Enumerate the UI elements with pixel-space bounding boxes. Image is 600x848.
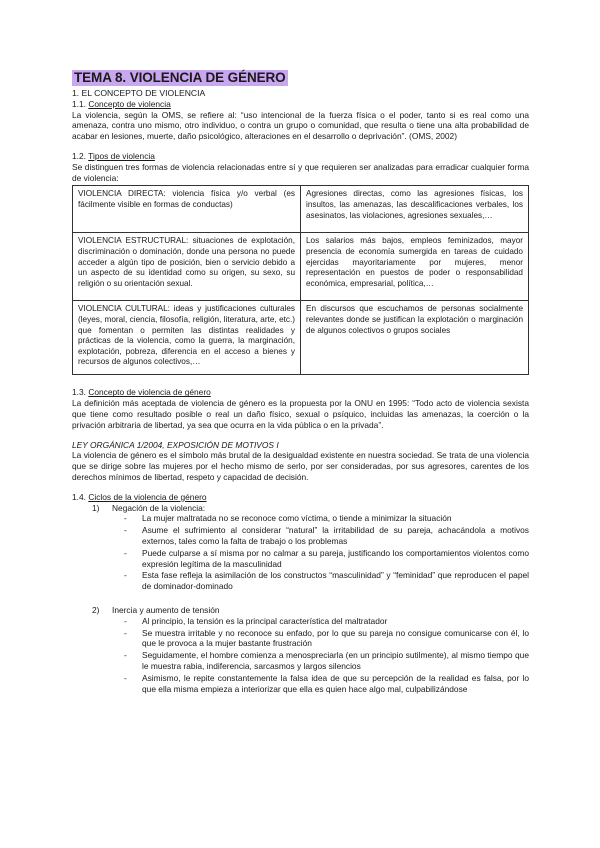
section-1-heading: 1. EL CONCEPTO DE VIOLENCIA [72, 88, 206, 98]
table-cell-type: VIOLENCIA DIRECTA: violencia física y/o verbal (es fácilmente visible en formas de conductas) [73, 186, 301, 233]
cycle-title: Negación de la violencia: [112, 502, 206, 513]
section-1-4-title: Ciclos de la violencia de género [88, 491, 207, 502]
section-1-3-heading [72, 387, 529, 398]
cycle-1 [72, 503, 529, 514]
table-cell-examples: En discursos que escuchamos de personas socialmente relevantes donde se justifican la explotación o marginación de algunos colectivos o grupos sociales [301, 301, 529, 375]
section-1-2-heading [72, 151, 529, 162]
cycle-2 [72, 605, 529, 616]
section-1-4-number: 1.4. [72, 491, 86, 502]
section-1-1-number: 1.1. [72, 98, 86, 109]
violence-definition-paragraph: La violencia, según la OMS, se refiere al: “uso intencional de la fuerza física o el poder, tanto si es real como una amenaza, contra uno mismo, otro individuo, o contra un grupo o comunidad, que resulta o tiene una alta probabilidad de acabar en lesiones, muerte, daño psicológico, alteraciones en el desarrollo o deprivación”. (OMS, 2002) [72, 109, 529, 142]
section-1-3-title: Concepto de violencia de género [88, 387, 211, 398]
cycle-number: 1) [92, 502, 100, 513]
table-row [73, 186, 529, 233]
law-paragraph: La violencia de género es el símbolo más brutal de la desigualdad existente en nuestra sociedad. Se trata de una violencia que se dirige sobre las mujeres por el hecho mismo de serlo, por ser consideradas, por sus agresores, carentes de los derechos mínimos de libertad, respeto y capacidad de decisión. [72, 450, 529, 482]
table-cell-examples: Agresiones directas, como las agresiones físicas, los insultos, las amenazas, las descalificaciones verbales, los asesinatos, las violaciones, agresiones sexuales,… [301, 186, 529, 233]
table-cell-type: VIOLENCIA ESTRUCTURAL: situaciones de explotación, discriminación o dominación, donde una persona no puede acceder a algún tipo de posición, bien o servicio debido a un aspecto de su identidad como su origen, su sexo, su religión o su orientación sexual. [73, 233, 301, 301]
violence-types-table [72, 185, 529, 375]
violence-types-intro: Se distinguen tres formas de violencia relacionadas entre sí y que requieren ser analizadas para erradicar cualquier forma de violencia: [72, 161, 529, 183]
list-item: - La mujer maltratada no se reconoce como víctima, o tiende a minimizar la situación [124, 513, 529, 524]
document-title: TEMA 8. VIOLENCIA DE GÉNERO [74, 70, 286, 85]
section-1-2-number: 1.2. [72, 150, 86, 161]
list-item: - Se muestra irritable y no reconoce su enfado, por lo que su pareja no consigue comunicarse con él, lo que le provoca a la mujer bastante frustración [124, 628, 529, 650]
cycle-title: Inercia y aumento de tensión [112, 604, 220, 615]
cycle-2-list [72, 616, 529, 695]
cycle-number: 2) [92, 604, 100, 615]
list-item: - Seguidamente, el hombre comienza a menospreciarla (en un principio sutilmente), al mismo tiempo que le muestra rabia, indiferencia, sarcasmos y largos silencios [124, 650, 529, 672]
section-1-1-heading [72, 99, 529, 110]
list-item: - Asume el sufrimiento al considerar “natural” la irritabilidad de su pareja, achacándola a motivos externos, tales como la falta de trabajo o los problemas [124, 525, 529, 547]
list-item: - Al principio, la tensión es la principal característica del maltratador [124, 616, 529, 627]
gender-violence-definition-paragraph: La definición más aceptada de violencia de género es la propuesta por la ONU en 1995: “Todo acto de violencia sexista que tiene como resultado posible o real un daño físico, sexual o psíquico, incluidas las amenazas, la coerción o la privación arbitraria de libertad, ya sea que ocurra en la vida pública o en la privada”. [72, 398, 529, 430]
table-row [73, 233, 529, 301]
section-1-3-number: 1.3. [72, 387, 86, 398]
section-1-1-title: Concepto de violencia [88, 98, 171, 109]
list-item: - Asimismo, le repite constantemente la falsa idea de que su percepción de la realidad es falsa, por lo que ella misma empieza a interiorizar que ella es quien hace algo mal, culpabilizándose [124, 673, 529, 695]
table-row [73, 301, 529, 375]
table-cell-type: VIOLENCIA CULTURAL: ideas y justificaciones culturales (leyes, moral, ciencia, filosofía, religión, literatura, arte, etc.) que fomentan o permiten las distintas realidades y prácticas de la violencia, como la guerra, la marginación, explotación, pobreza, diferencia en el acceso a bienes y recursos de algunos colectivos,… [73, 301, 301, 375]
table-cell-examples: Los salarios más bajos, empleos feminizados, mayor presencia de economía sumergida en tareas de cuidado ejercidas mayoritariamente por mujeres, menor representación en puestos de poder o responsabilidad económica, empresarial, política,… [301, 233, 529, 301]
law-heading: LEY ORGÁNICA 1/2004, EXPOSICIÓN DE MOTIVOS I [72, 439, 279, 450]
list-item: - Esta fase refleja la asimilación de los constructos “masculinidad” y “feminidad” que reproducen el papel de dominador-dominado [124, 570, 529, 592]
list-item: - Puede culparse a sí misma por no calmar a su pareja, justificando los comportamientos violentos como expresión legítima de la masculinidad [124, 548, 529, 570]
cycle-1-list [72, 513, 529, 592]
document-page [72, 70, 529, 695]
section-1-4-heading [72, 492, 529, 503]
section-1-2-title: Tipos de violencia [88, 150, 155, 161]
